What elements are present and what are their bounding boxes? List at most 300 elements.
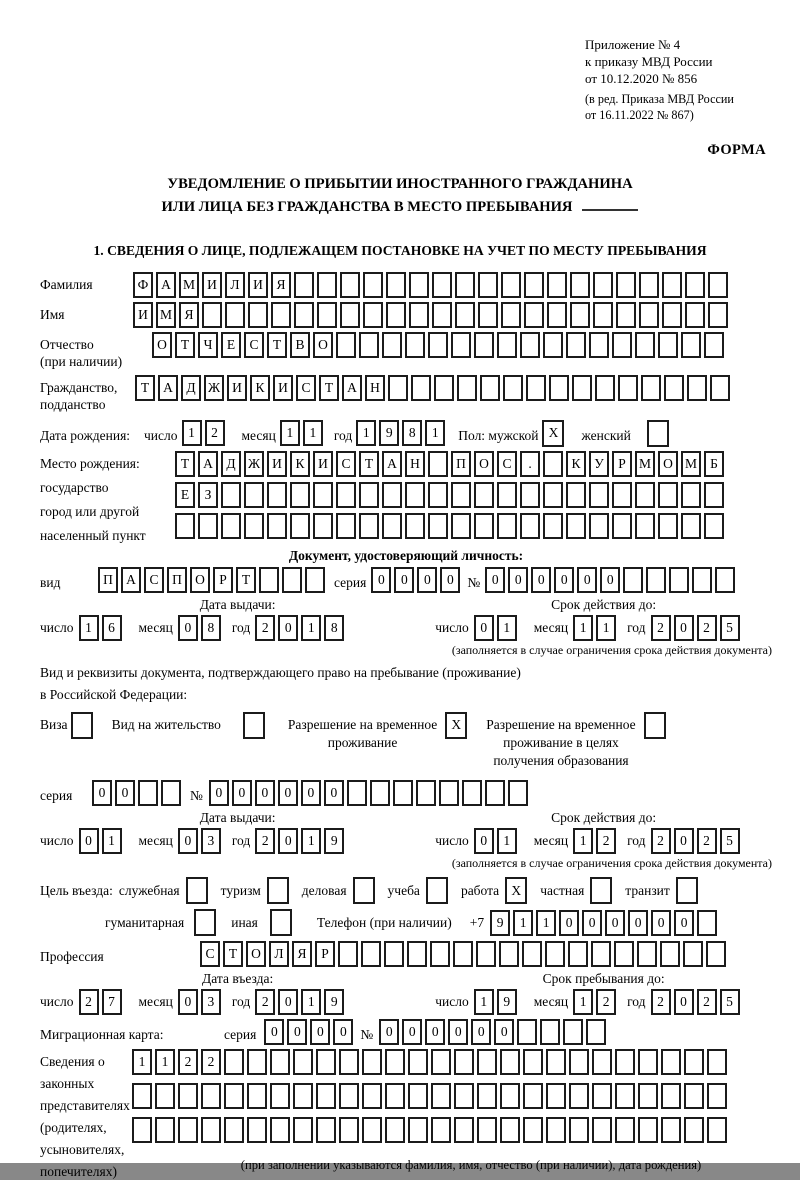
cell[interactable] [615,1083,635,1109]
cell[interactable]: 0 [474,828,494,854]
cell[interactable] [161,780,181,806]
cell[interactable] [225,302,245,328]
cell[interactable]: А [121,567,141,593]
cell[interactable]: 2 [255,615,275,641]
cell[interactable] [244,482,264,508]
cell[interactable]: 2 [651,828,671,854]
cell[interactable] [282,567,302,593]
cell[interactable]: 7 [102,989,122,1015]
cell[interactable]: М [179,272,199,298]
cell[interactable]: 3 [201,828,221,854]
cell[interactable]: 0 [674,989,694,1015]
cell[interactable] [660,941,680,967]
res-valid-year-cells[interactable] [651,828,743,854]
cell[interactable] [336,332,356,358]
cell[interactable]: X [542,420,564,447]
cell[interactable] [270,1117,290,1143]
cell[interactable]: 0 [394,567,414,593]
cell[interactable] [178,1083,198,1109]
cell[interactable] [497,332,517,358]
cell[interactable]: Р [213,567,233,593]
cell[interactable]: 1 [573,828,593,854]
cell[interactable] [290,513,310,539]
cell[interactable] [612,482,632,508]
patronymic-cells[interactable] [152,332,727,358]
cell[interactable] [428,451,448,477]
cell[interactable]: Е [221,332,241,358]
representatives-cells-row3[interactable] [132,1117,730,1143]
cell[interactable]: 5 [720,615,740,641]
res-seriya-cells[interactable] [92,780,184,806]
cell[interactable] [432,272,452,298]
cell[interactable]: 2 [697,828,717,854]
cell[interactable] [362,1083,382,1109]
cell[interactable] [715,567,735,593]
cell[interactable]: 1 [356,420,376,446]
doc-issue-month-cells[interactable] [178,615,224,641]
cell[interactable]: К [250,375,270,401]
cell[interactable] [451,332,471,358]
cell[interactable]: О [474,451,494,477]
purpose-check-ucheba[interactable] [426,877,451,904]
cell[interactable]: 0 [324,780,344,806]
cell[interactable]: 2 [596,828,616,854]
cell[interactable]: 1 [497,828,517,854]
cell[interactable] [243,712,265,739]
cell[interactable]: Н [365,375,385,401]
cell[interactable]: 0 [278,780,298,806]
entry-month-cells[interactable] [178,989,224,1015]
cell[interactable] [382,482,402,508]
cell[interactable] [658,332,678,358]
cell[interactable] [336,482,356,508]
res-issue-year-cells[interactable] [255,828,347,854]
cell[interactable] [359,513,379,539]
cell[interactable] [347,780,367,806]
cell[interactable] [224,1083,244,1109]
cell[interactable] [247,1117,267,1143]
cell[interactable]: 9 [490,910,510,936]
cell[interactable] [638,1117,658,1143]
cell[interactable]: Б [704,451,724,477]
cell[interactable] [708,272,728,298]
cell[interactable] [615,1049,635,1075]
cell[interactable]: 0 [440,567,460,593]
cell[interactable]: 1 [497,615,517,641]
cell[interactable] [224,1117,244,1143]
cell[interactable]: П [98,567,118,593]
doc-issue-year-cells[interactable] [255,615,347,641]
cell[interactable] [431,1083,451,1109]
cell[interactable]: 1 [182,420,202,446]
res-valid-month-cells[interactable] [573,828,619,854]
cell[interactable]: X [445,712,467,739]
cell[interactable] [614,941,634,967]
purpose-check-humanitarian[interactable] [194,909,219,936]
cell[interactable] [543,332,563,358]
cell[interactable] [477,1083,497,1109]
cell[interactable] [704,482,724,508]
doc-valid-day-cells[interactable] [474,615,520,641]
cell[interactable] [644,712,666,739]
cell[interactable] [432,302,452,328]
cell[interactable] [669,567,689,593]
cell[interactable] [340,302,360,328]
cell[interactable]: 5 [720,828,740,854]
cell[interactable]: 1 [596,615,616,641]
birthplace-cells-row3[interactable] [175,513,727,539]
cell[interactable] [497,482,517,508]
cell[interactable] [393,780,413,806]
cell[interactable]: 8 [402,420,422,446]
cell[interactable] [317,272,337,298]
cell[interactable]: 0 [301,780,321,806]
cell[interactable]: И [133,302,153,328]
cell[interactable]: Т [319,375,339,401]
cell[interactable]: 2 [205,420,225,446]
cell[interactable] [339,1049,359,1075]
cell[interactable] [589,513,609,539]
cell[interactable]: Ф [133,272,153,298]
cell[interactable] [480,375,500,401]
cell[interactable] [455,302,475,328]
cell[interactable] [359,482,379,508]
cell[interactable] [305,567,325,593]
cell[interactable] [317,302,337,328]
cell[interactable] [454,1083,474,1109]
birthplace-cells-row1[interactable] [175,451,727,477]
cell[interactable] [612,513,632,539]
cell[interactable] [661,1117,681,1143]
cell[interactable] [500,1049,520,1075]
cell[interactable] [336,513,356,539]
cell[interactable]: Т [175,332,195,358]
cell[interactable]: О [152,332,172,358]
cell[interactable]: 0 [471,1019,491,1045]
res-valid-day-cells[interactable] [474,828,520,854]
cell[interactable]: А [198,451,218,477]
cell[interactable] [409,302,429,328]
cell[interactable] [454,1049,474,1075]
cell[interactable] [661,1049,681,1075]
cell[interactable] [683,941,703,967]
birth-month-cells[interactable] [280,420,326,446]
cell[interactable] [316,1049,336,1075]
cell[interactable] [457,375,477,401]
cell[interactable]: 0 [278,828,298,854]
cell[interactable] [710,375,730,401]
cell[interactable] [267,482,287,508]
cell[interactable] [405,482,425,508]
cell[interactable] [684,1117,704,1143]
cell[interactable] [451,482,471,508]
cell[interactable] [293,1049,313,1075]
cell[interactable] [316,1117,336,1143]
cell[interactable]: С [497,451,517,477]
cell[interactable] [681,332,701,358]
cell[interactable]: 0 [278,989,298,1015]
cell[interactable]: О [190,567,210,593]
purpose-check-tranzit[interactable] [676,877,701,904]
res-issue-month-cells[interactable] [178,828,224,854]
cell[interactable]: 0 [310,1019,330,1045]
cell[interactable] [408,1083,428,1109]
cell[interactable] [290,482,310,508]
doc-number-cells[interactable] [485,567,738,593]
cell[interactable] [591,941,611,967]
cell[interactable]: 0 [508,567,528,593]
cell[interactable]: 5 [720,989,740,1015]
cell[interactable]: А [342,375,362,401]
cell[interactable]: О [246,941,266,967]
cell[interactable] [71,712,93,739]
cell[interactable]: Т [359,451,379,477]
cell[interactable]: Л [269,941,289,967]
mig-number-cells[interactable] [379,1019,609,1045]
cell[interactable]: В [290,332,310,358]
cell[interactable] [340,272,360,298]
cell[interactable] [313,513,333,539]
cell[interactable]: 0 [178,615,198,641]
profession-cells[interactable] [200,941,729,967]
cell[interactable]: 8 [324,615,344,641]
cell[interactable] [684,1083,704,1109]
cell[interactable] [201,1083,221,1109]
cell[interactable] [543,451,563,477]
cell[interactable] [451,513,471,539]
cell[interactable] [501,302,521,328]
cell[interactable]: 1 [132,1049,152,1075]
doc-seriya-cells[interactable] [371,567,463,593]
cell[interactable]: З [198,482,218,508]
mig-seriya-cells[interactable] [264,1019,356,1045]
cell[interactable]: С [296,375,316,401]
entry-year-cells[interactable] [255,989,347,1015]
cell[interactable]: Н [405,451,425,477]
cell[interactable] [589,332,609,358]
cell[interactable] [566,332,586,358]
cell[interactable] [431,1117,451,1143]
cell[interactable] [523,1117,543,1143]
cell[interactable]: Р [315,941,335,967]
cell[interactable]: 1 [536,910,556,936]
cell[interactable] [524,272,544,298]
cell[interactable]: 2 [79,989,99,1015]
cell[interactable] [508,780,528,806]
cell[interactable] [569,1083,589,1109]
cell[interactable] [313,482,333,508]
cell[interactable] [638,1083,658,1109]
entry-day-cells[interactable] [79,989,125,1015]
cell[interactable] [462,780,482,806]
temp-residence-checkbox[interactable] [445,712,470,739]
cell[interactable]: У [589,451,609,477]
cell[interactable]: 1 [303,420,323,446]
cell[interactable] [658,482,678,508]
cell[interactable] [248,302,268,328]
cell[interactable] [563,1019,583,1045]
cell[interactable] [407,941,427,967]
cell[interactable] [522,941,542,967]
cell[interactable] [221,482,241,508]
cell[interactable] [707,1083,727,1109]
cell[interactable]: Я [292,941,312,967]
cell[interactable] [568,941,588,967]
cell[interactable]: 2 [201,1049,221,1075]
cell[interactable]: Т [223,941,243,967]
cell[interactable] [453,941,473,967]
birthplace-cells-row2[interactable] [175,482,727,508]
cell[interactable] [549,375,569,401]
cell[interactable]: 0 [674,910,694,936]
cell[interactable] [478,302,498,328]
purpose-check-delovaya[interactable] [353,877,378,904]
cell[interactable]: 8 [201,615,221,641]
cell[interactable] [570,272,590,298]
cell[interactable] [641,375,661,401]
cell[interactable] [623,567,643,593]
cell[interactable] [294,272,314,298]
cell[interactable]: 0 [417,567,437,593]
cell[interactable] [676,877,698,904]
citizenship-cells[interactable] [135,375,733,401]
cell[interactable]: М [681,451,701,477]
cell[interactable]: И [202,272,222,298]
cell[interactable] [386,272,406,298]
cell[interactable] [405,332,425,358]
cell[interactable] [270,1049,290,1075]
cell[interactable]: 0 [628,910,648,936]
cell[interactable] [201,1117,221,1143]
cell[interactable]: 0 [559,910,579,936]
cell[interactable] [454,1117,474,1143]
cell[interactable] [178,1117,198,1143]
cell[interactable]: Я [179,302,199,328]
representatives-cells-row2[interactable] [132,1083,730,1109]
cell[interactable]: 3 [201,989,221,1015]
cell[interactable] [362,1049,382,1075]
cell[interactable]: 0 [554,567,574,593]
cell[interactable] [267,877,289,904]
cell[interactable] [426,877,448,904]
cell[interactable] [523,1049,543,1075]
cell[interactable]: Ж [204,375,224,401]
cell[interactable]: И [313,451,333,477]
cell[interactable]: 9 [379,420,399,446]
purpose-check-rabota[interactable] [505,877,530,904]
cell[interactable] [639,272,659,298]
cell[interactable] [586,1019,606,1045]
cell[interactable] [408,1049,428,1075]
cell[interactable] [661,1083,681,1109]
cell[interactable] [545,941,565,967]
cell[interactable]: С [200,941,220,967]
cell[interactable] [428,482,448,508]
cell[interactable]: 0 [577,567,597,593]
cell[interactable]: Т [236,567,256,593]
cell[interactable] [270,909,292,936]
purpose-check-turizm[interactable] [267,877,292,904]
cell[interactable]: А [382,451,402,477]
cell[interactable] [635,513,655,539]
res-issue-day-cells[interactable] [79,828,125,854]
cell[interactable] [362,1117,382,1143]
cell[interactable] [697,910,717,936]
cell[interactable]: Ч [198,332,218,358]
cell[interactable] [566,482,586,508]
cell[interactable] [339,1083,359,1109]
cell[interactable] [524,302,544,328]
cell[interactable] [708,302,728,328]
doc-valid-month-cells[interactable] [573,615,619,641]
cell[interactable]: А [158,375,178,401]
cell[interactable]: 0 [287,1019,307,1045]
cell[interactable] [503,375,523,401]
cell[interactable]: X [505,877,527,904]
cell[interactable]: 9 [497,989,517,1015]
cell[interactable] [338,941,358,967]
cell[interactable] [382,513,402,539]
cell[interactable] [616,302,636,328]
cell[interactable] [540,1019,560,1045]
cell[interactable] [546,1117,566,1143]
sex-female-checkbox[interactable] [647,420,672,447]
cell[interactable] [543,513,563,539]
cell[interactable]: 0 [674,615,694,641]
cell[interactable] [662,272,682,298]
res-number-cells[interactable] [209,780,531,806]
cell[interactable] [477,1049,497,1075]
cell[interactable]: К [566,451,586,477]
sex-male-checkbox[interactable] [542,420,567,447]
cell[interactable] [244,513,264,539]
cell[interactable]: 9 [324,989,344,1015]
cell[interactable] [658,513,678,539]
cell[interactable]: 0 [474,615,494,641]
cell[interactable]: 2 [255,828,275,854]
cell[interactable]: 0 [333,1019,353,1045]
cell[interactable] [635,482,655,508]
cell[interactable] [259,567,279,593]
cell[interactable] [194,909,216,936]
doc-kind-cells[interactable] [98,567,328,593]
visa-checkbox[interactable] [71,712,96,739]
cell[interactable]: С [336,451,356,477]
cell[interactable] [439,780,459,806]
cell[interactable]: Е [175,482,195,508]
cell[interactable] [566,513,586,539]
cell[interactable] [405,513,425,539]
cell[interactable] [595,375,615,401]
cell[interactable] [428,332,448,358]
cell[interactable]: Л [225,272,245,298]
cell[interactable]: 0 [264,1019,284,1045]
cell[interactable]: 0 [674,828,694,854]
cell[interactable]: 2 [651,615,671,641]
cell[interactable]: И [248,272,268,298]
cell[interactable] [382,332,402,358]
cell[interactable] [520,482,540,508]
cell[interactable] [704,332,724,358]
cell[interactable]: М [156,302,176,328]
cell[interactable] [646,567,666,593]
cell[interactable] [547,302,567,328]
cell[interactable] [474,332,494,358]
cell[interactable]: 1 [155,1049,175,1075]
cell[interactable]: Ж [244,451,264,477]
cell[interactable]: 0 [425,1019,445,1045]
cell[interactable]: 0 [605,910,625,936]
